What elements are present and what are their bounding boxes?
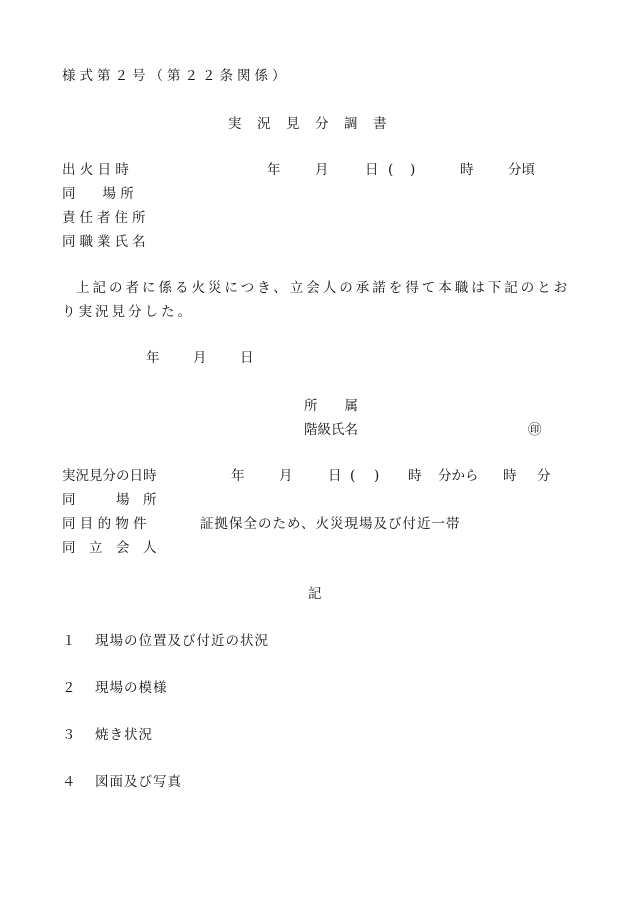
inspection-hour: 時 (408, 468, 422, 484)
inspection-paren-open: ( (350, 468, 356, 484)
fire-date-hour: 時 (460, 162, 474, 178)
item-3-number: ３ (62, 727, 76, 743)
item-4-text: 図面及び写真 (95, 774, 182, 790)
fire-date-month: 月 (315, 162, 329, 178)
same-place-label: 同 場 所 (62, 186, 134, 202)
fire-date-label: 出 火 日 時 (62, 162, 129, 178)
rank-name-label: 階級氏名 (304, 422, 358, 438)
inspection-day: 日 (328, 468, 342, 484)
responsible-address-label: 責任者住所 (62, 210, 150, 226)
inspection-minute-from: 分から (438, 468, 479, 484)
affiliation-label: 所 属 (304, 398, 358, 414)
date-day: 日 (240, 350, 254, 366)
fire-date-day: 日 (365, 162, 379, 178)
fire-date-paren-close: ) (410, 162, 416, 178)
item-1-text: 現場の位置及び付近の状況 (95, 633, 269, 649)
purpose-value: 証拠保全のため、火災現場及び付近一帯 (200, 516, 461, 532)
occupation-name-label: 同職業氏名 (62, 234, 150, 250)
purpose-label: 同 目 的 物 件 (62, 516, 147, 532)
witness-label: 同 立 会 人 (62, 540, 157, 556)
item-3-text: 焼き状況 (95, 727, 153, 743)
statement-line-1: 上記の者に係る火災につき、立会人の承諾を得て本職は下記のとお (76, 280, 571, 296)
fire-date-year: 年 (267, 162, 281, 178)
inspection-year: 年 (231, 468, 245, 484)
item-2-number: ２ (62, 680, 76, 696)
item-1-number: １ (62, 633, 76, 649)
item-2-text: 現場の模様 (95, 680, 168, 696)
fire-date-paren-open: ( (388, 162, 394, 178)
inspection-minute-2: 分 (537, 468, 551, 484)
document-title: 実 況 見 分 調 書 (228, 116, 388, 132)
ki-heading: 記 (308, 586, 322, 602)
inspection-place-label: 同 場 所 (62, 492, 157, 508)
form-number: 様式第２号（第２２条関係） (62, 68, 290, 84)
fire-date-minute: 分頃 (508, 162, 535, 178)
inspection-datetime-label: 実況見分の日時 (62, 468, 157, 484)
item-4-number: ４ (62, 774, 76, 790)
seal-mark: ㊞ (528, 422, 542, 438)
inspection-paren-close: ) (374, 468, 380, 484)
date-month: 月 (193, 350, 207, 366)
inspection-month: 月 (279, 468, 293, 484)
date-year: 年 (146, 350, 160, 366)
inspection-hour-2: 時 (503, 468, 517, 484)
statement-line-2: り実況見分した。 (62, 304, 194, 320)
